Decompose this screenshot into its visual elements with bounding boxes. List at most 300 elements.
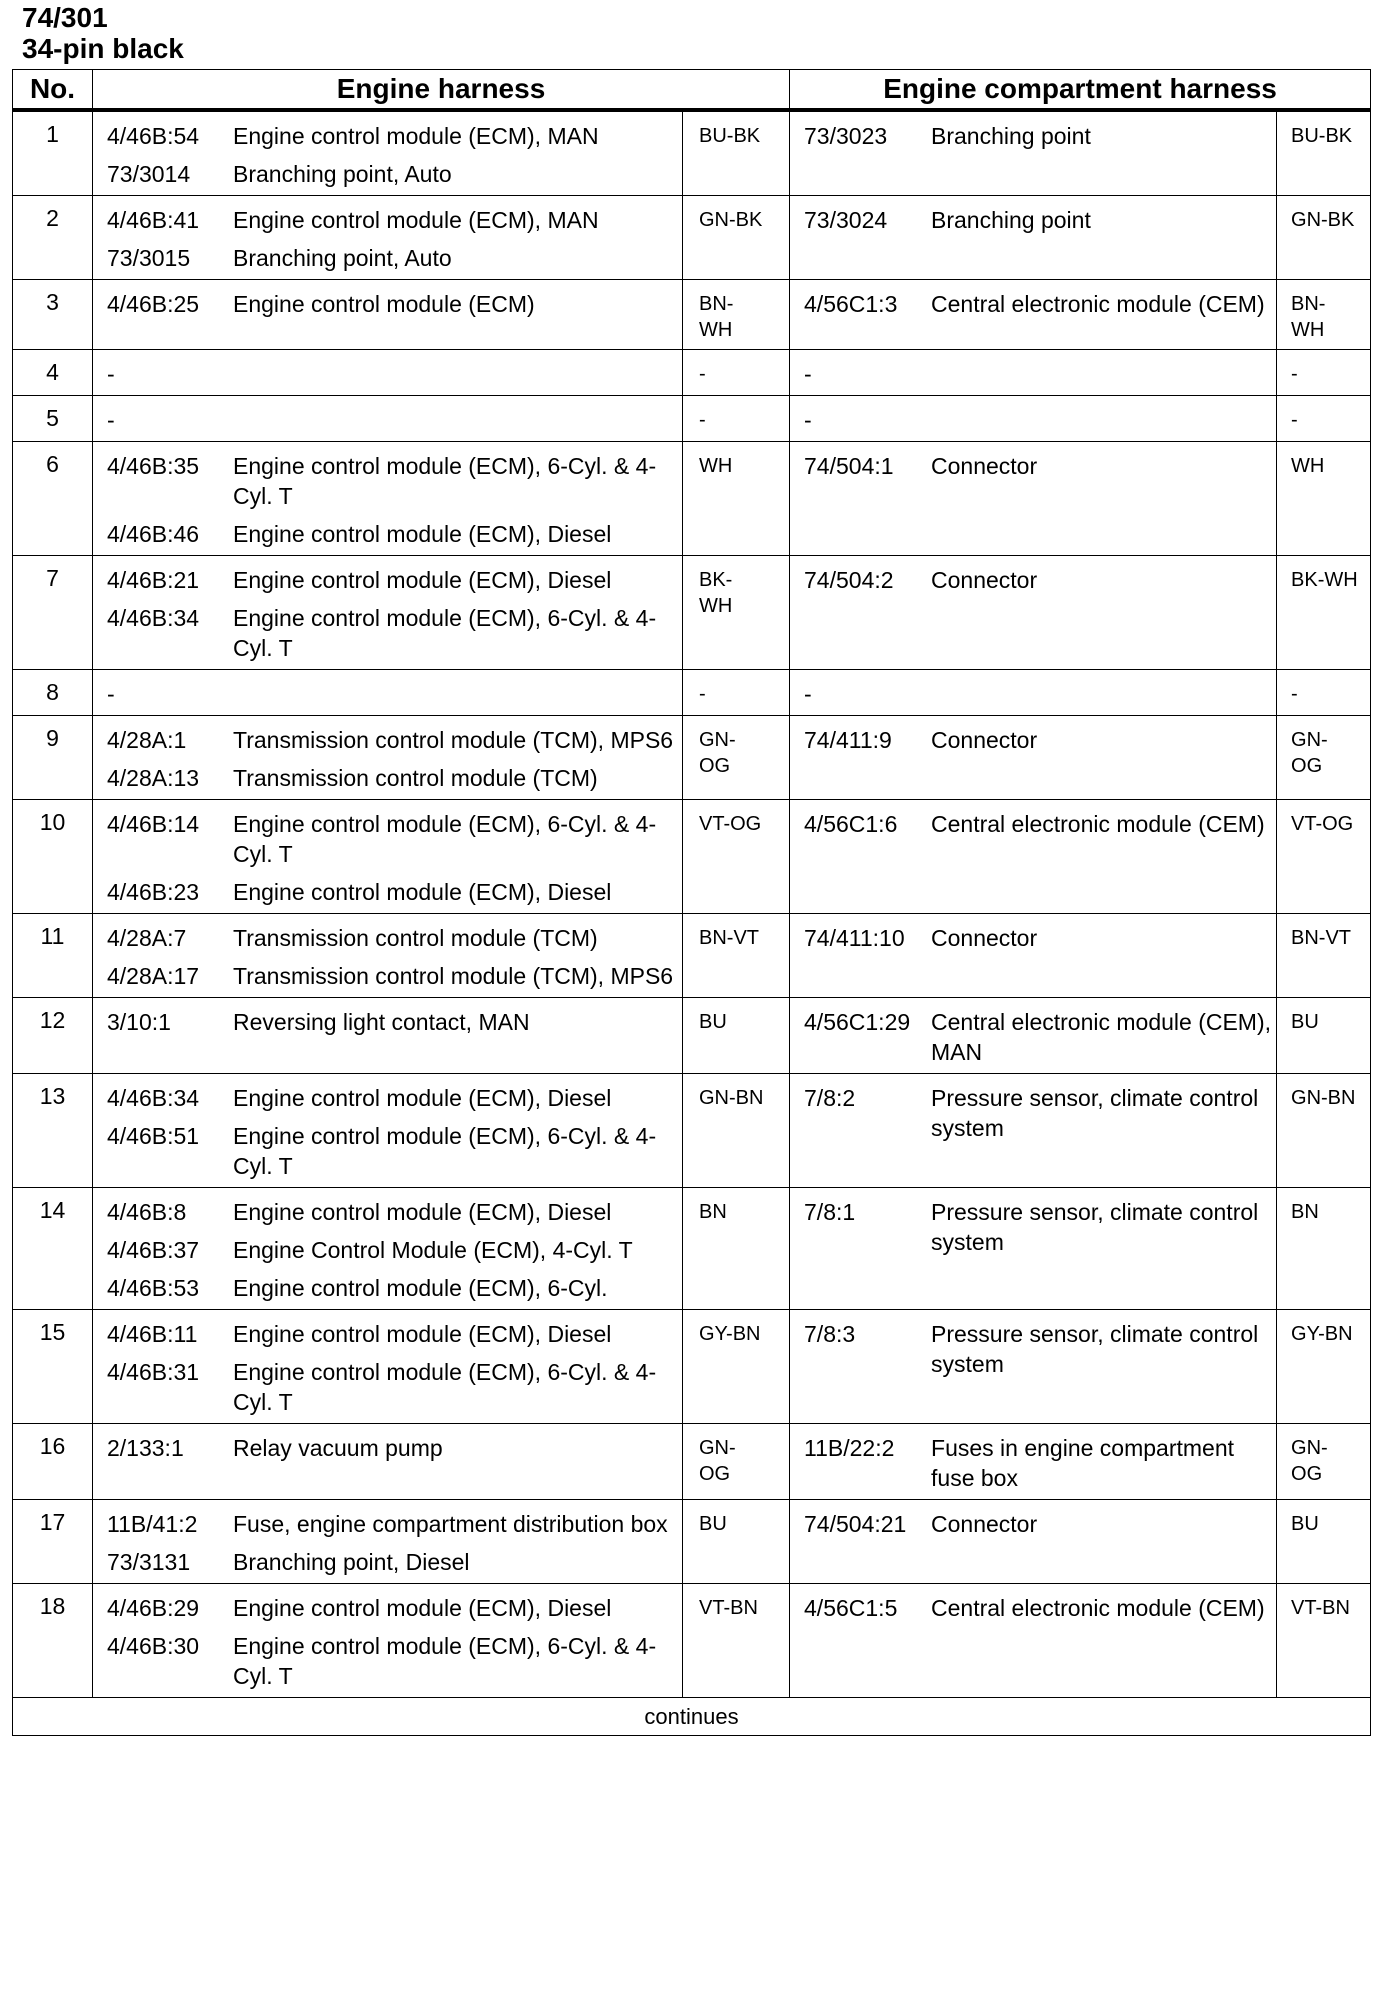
engine-wire-color: VT-BN — [683, 1584, 790, 1698]
compartment-entries — [790, 1074, 1276, 1149]
compartment-entries — [790, 350, 1276, 395]
engine-harness-cell — [93, 998, 683, 1074]
compartment-entries — [790, 998, 1276, 1073]
engine-entry — [93, 1188, 682, 1233]
engine-code: 2/133:1 — [107, 1435, 184, 1461]
header-no: No. — [13, 70, 93, 111]
compartment-wire-color: GY-BN — [1277, 1310, 1371, 1424]
compartment-harness-cell — [790, 556, 1277, 670]
engine-entries — [93, 280, 682, 325]
engine-description — [233, 350, 682, 395]
compartment-entries — [790, 914, 1276, 959]
compartment-code: 4/56C1:29 — [804, 1009, 911, 1035]
compartment-code: 74/504:1 — [804, 453, 894, 479]
engine-code: - — [107, 361, 115, 387]
compartment-wire-color: VT-BN — [1277, 1584, 1371, 1698]
compartment-harness-cell — [790, 110, 1277, 196]
engine-wire-color: BU — [683, 1500, 790, 1584]
engine-description: Engine control module (ECM), MAN — [233, 207, 599, 233]
compartment-description: Connector — [931, 727, 1038, 753]
table-row — [13, 1500, 1371, 1584]
engine-harness-cell — [93, 1310, 683, 1424]
engine-wire-color: - — [683, 670, 790, 716]
pin-number: 15 — [13, 1310, 93, 1424]
engine-code: 4/28A:17 — [107, 963, 200, 989]
engine-wire-color: BN — [683, 1188, 790, 1310]
engine-entries — [93, 1584, 682, 1697]
pin-number: 18 — [13, 1584, 93, 1698]
engine-entry — [93, 280, 682, 325]
continues-note: continues — [13, 1698, 1371, 1736]
engine-entry — [93, 442, 682, 517]
table-row — [13, 1188, 1371, 1310]
compartment-description: Connector — [931, 567, 1038, 593]
compartment-harness-cell — [790, 196, 1277, 280]
engine-harness-cell — [93, 396, 683, 442]
table-row — [13, 670, 1371, 716]
engine-description: Engine control module (ECM), 6-Cyl. & 4-Cyl. T — [233, 1633, 657, 1689]
compartment-harness-cell — [790, 1310, 1277, 1424]
engine-code: 4/46B:34 — [107, 605, 200, 631]
engine-code: 4/46B:25 — [107, 291, 200, 317]
engine-entry — [93, 1119, 682, 1187]
compartment-code: 11B/22:2 — [804, 1435, 895, 1461]
compartment-description — [931, 670, 1276, 715]
connector-description: 34-pin black — [22, 33, 184, 64]
engine-description: Engine control module (ECM), Diesel — [233, 1199, 612, 1225]
engine-code: - — [107, 681, 115, 707]
engine-code: 4/46B:30 — [107, 1633, 200, 1659]
compartment-wire-color: BN — [1277, 1188, 1371, 1310]
compartment-description: Pressure sensor, climate control system — [931, 1199, 1259, 1255]
engine-wire-color: VT-OG — [683, 800, 790, 914]
compartment-harness-cell — [790, 442, 1277, 556]
engine-code: 4/46B:35 — [107, 453, 200, 479]
engine-description: Engine control module (ECM), 6-Cyl. & 4-Cyl. T — [233, 453, 657, 509]
compartment-entries — [790, 1500, 1276, 1545]
engine-harness-cell — [93, 556, 683, 670]
engine-entry — [93, 1355, 682, 1423]
compartment-entry — [790, 998, 1276, 1073]
compartment-entry — [790, 1500, 1276, 1545]
engine-description: Branching point, Auto — [233, 161, 452, 187]
compartment-description: Central electronic module (CEM) — [931, 1595, 1265, 1621]
pin-number: 10 — [13, 800, 93, 914]
engine-description — [233, 396, 682, 441]
engine-description: Transmission control module (TCM) — [233, 765, 598, 791]
pin-number: 3 — [13, 280, 93, 350]
compartment-entry — [790, 112, 1276, 157]
engine-entries — [93, 112, 682, 195]
engine-entry — [93, 112, 682, 157]
engine-harness-cell — [93, 1500, 683, 1584]
engine-description: Fuse, engine compartment distribution box — [233, 1511, 668, 1537]
engine-harness-cell — [93, 196, 683, 280]
engine-description: Reversing light contact, MAN — [233, 1009, 530, 1035]
compartment-code: 4/56C1:6 — [804, 811, 898, 837]
compartment-wire-color: - — [1277, 396, 1371, 442]
compartment-entries — [790, 800, 1276, 845]
engine-entry — [93, 517, 682, 555]
engine-code: 4/46B:37 — [107, 1237, 200, 1263]
engine-description: Transmission control module (TCM), MPS6 — [233, 727, 674, 753]
engine-entry — [93, 196, 682, 241]
engine-description: Engine control module (ECM), 6-Cyl. & 4-Cyl. T — [233, 605, 657, 661]
engine-code: 4/28A:7 — [107, 925, 187, 951]
table-row — [13, 800, 1371, 914]
engine-code: 73/3015 — [107, 245, 191, 271]
compartment-harness-cell — [790, 998, 1277, 1074]
engine-code: 4/46B:34 — [107, 1085, 200, 1111]
engine-description: Engine control module (ECM), 6-Cyl. & 4-Cyl. T — [233, 1123, 657, 1179]
engine-wire-color: GN- OG — [683, 716, 790, 800]
compartment-description: Branching point — [931, 207, 1091, 233]
compartment-wire-color: GN-BN — [1277, 1074, 1371, 1188]
engine-harness-cell — [93, 110, 683, 196]
table-row — [13, 1584, 1371, 1698]
engine-wire-color: BN-VT — [683, 914, 790, 998]
engine-entry — [93, 914, 682, 959]
pin-number: 16 — [13, 1424, 93, 1500]
compartment-entry — [790, 800, 1276, 845]
table-row — [13, 396, 1371, 442]
engine-harness-cell — [93, 1424, 683, 1500]
compartment-description: Pressure sensor, climate control system — [931, 1085, 1259, 1141]
compartment-wire-color: BK-WH — [1277, 556, 1371, 670]
compartment-wire-color: WH — [1277, 442, 1371, 556]
compartment-wire-color: GN- OG — [1277, 1424, 1371, 1500]
compartment-harness-cell — [790, 1424, 1277, 1500]
engine-entry — [93, 800, 682, 875]
compartment-harness-cell — [790, 350, 1277, 396]
engine-description — [233, 670, 682, 715]
compartment-code: 7/8:2 — [804, 1085, 856, 1111]
compartment-description — [931, 350, 1276, 395]
compartment-code: - — [804, 681, 812, 707]
engine-entry — [93, 157, 682, 195]
compartment-entries — [790, 556, 1276, 601]
engine-code: 4/46B:53 — [107, 1275, 200, 1301]
engine-code: 11B/41:2 — [107, 1511, 198, 1537]
engine-code: 4/46B:41 — [107, 207, 200, 233]
compartment-wire-color: BU — [1277, 1500, 1371, 1584]
compartment-code: 74/411:9 — [804, 727, 892, 753]
compartment-wire-color: BN-VT — [1277, 914, 1371, 998]
compartment-description: Central electronic module (CEM), MAN — [931, 1009, 1272, 1065]
engine-description: Engine control module (ECM), Diesel — [233, 1321, 612, 1347]
compartment-description: Central electronic module (CEM) — [931, 811, 1265, 837]
connector-code: 74/301 — [22, 2, 108, 33]
engine-harness-cell — [93, 716, 683, 800]
compartment-description: Connector — [931, 453, 1038, 479]
engine-code: 4/46B:11 — [107, 1321, 198, 1347]
compartment-entry — [790, 716, 1276, 761]
engine-wire-color: BN- WH — [683, 280, 790, 350]
engine-description: Engine control module (ECM), Diesel — [233, 879, 612, 905]
compartment-code: 74/504:21 — [804, 1511, 907, 1537]
engine-description: Engine control module (ECM), Diesel — [233, 1595, 612, 1621]
engine-description: Engine control module (ECM), Diesel — [233, 521, 612, 547]
compartment-description: Pressure sensor, climate control system — [931, 1321, 1259, 1377]
pin-number: 1 — [13, 110, 93, 196]
engine-entry — [93, 959, 682, 997]
engine-description: Relay vacuum pump — [233, 1435, 443, 1461]
table-row — [13, 1074, 1371, 1188]
engine-description: Engine control module (ECM), Diesel — [233, 567, 612, 593]
engine-code: 4/28A:13 — [107, 765, 200, 791]
engine-harness-cell — [93, 1074, 683, 1188]
engine-harness-cell — [93, 1584, 683, 1698]
engine-entries — [93, 716, 682, 799]
engine-entries — [93, 350, 682, 395]
compartment-code: - — [804, 361, 812, 387]
compartment-code: 73/3023 — [804, 123, 888, 149]
engine-entry — [93, 761, 682, 799]
engine-code: 4/46B:8 — [107, 1199, 187, 1225]
engine-description: Transmission control module (TCM) — [233, 925, 598, 951]
compartment-entries — [790, 670, 1276, 715]
compartment-entries — [790, 196, 1276, 241]
engine-entry — [93, 1500, 682, 1545]
table-row — [13, 1310, 1371, 1424]
compartment-wire-color: BN- WH — [1277, 280, 1371, 350]
pin-number: 2 — [13, 196, 93, 280]
compartment-entries — [790, 280, 1276, 325]
engine-description: Branching point, Diesel — [233, 1549, 470, 1575]
compartment-entries — [790, 1310, 1276, 1385]
compartment-entry — [790, 1424, 1276, 1499]
compartment-entry — [790, 1188, 1276, 1263]
header-engine-harness: Engine harness — [93, 70, 790, 111]
compartment-harness-cell — [790, 1584, 1277, 1698]
engine-harness-cell — [93, 442, 683, 556]
compartment-code: 74/411:10 — [804, 925, 905, 951]
compartment-harness-cell — [790, 280, 1277, 350]
engine-code: 4/46B:23 — [107, 879, 200, 905]
header-compartment-harness: Engine compartment harness — [790, 70, 1371, 111]
engine-harness-cell — [93, 670, 683, 716]
engine-code: 4/46B:21 — [107, 567, 200, 593]
engine-description: Engine control module (ECM), MAN — [233, 123, 599, 149]
table-row — [13, 350, 1371, 396]
engine-code: 4/46B:46 — [107, 521, 200, 547]
engine-code: - — [107, 407, 115, 433]
table-row — [13, 716, 1371, 800]
engine-description: Engine Control Module (ECM), 4-Cyl. T — [233, 1237, 633, 1263]
engine-description: Engine control module (ECM), 6-Cyl. — [233, 1275, 608, 1301]
engine-entry — [93, 1424, 682, 1469]
pin-number: 6 — [13, 442, 93, 556]
engine-wire-color: GN-BK — [683, 196, 790, 280]
compartment-harness-cell — [790, 914, 1277, 998]
compartment-description: Connector — [931, 1511, 1038, 1537]
engine-entry — [93, 998, 682, 1043]
compartment-description — [931, 396, 1276, 441]
engine-entry — [93, 1271, 682, 1309]
engine-entry — [93, 670, 682, 715]
engine-code: 4/46B:14 — [107, 811, 200, 837]
engine-code: 4/28A:1 — [107, 727, 187, 753]
page-header — [22, 2, 184, 64]
table-body — [13, 110, 1371, 1698]
engine-wire-color: GN- OG — [683, 1424, 790, 1500]
footer-row — [13, 1698, 1371, 1736]
engine-entry — [93, 1233, 682, 1271]
table-row — [13, 196, 1371, 280]
engine-entries — [93, 800, 682, 913]
engine-wire-color: - — [683, 396, 790, 442]
compartment-wire-color: VT-OG — [1277, 800, 1371, 914]
engine-wire-color: GY-BN — [683, 1310, 790, 1424]
pin-number: 7 — [13, 556, 93, 670]
compartment-harness-cell — [790, 396, 1277, 442]
compartment-harness-cell — [790, 716, 1277, 800]
engine-description: Engine control module (ECM), Diesel — [233, 1085, 612, 1111]
engine-entries — [93, 998, 682, 1043]
engine-entries — [93, 556, 682, 669]
engine-entries — [93, 1500, 682, 1583]
engine-wire-color: GN-BN — [683, 1074, 790, 1188]
compartment-entry — [790, 1584, 1276, 1629]
compartment-code: 4/56C1:5 — [804, 1595, 898, 1621]
compartment-entry — [790, 556, 1276, 601]
engine-entry — [93, 241, 682, 279]
table-row — [13, 280, 1371, 350]
compartment-entry — [790, 914, 1276, 959]
engine-code: 4/46B:29 — [107, 1595, 200, 1621]
engine-description: Transmission control module (TCM), MPS6 — [233, 963, 674, 989]
compartment-entries — [790, 716, 1276, 761]
pin-number: 11 — [13, 914, 93, 998]
engine-harness-cell — [93, 914, 683, 998]
engine-wire-color: BU — [683, 998, 790, 1074]
pin-number: 14 — [13, 1188, 93, 1310]
compartment-harness-cell — [790, 670, 1277, 716]
engine-harness-cell — [93, 280, 683, 350]
compartment-harness-cell — [790, 1500, 1277, 1584]
engine-entries — [93, 196, 682, 279]
compartment-wire-color: GN-BK — [1277, 196, 1371, 280]
compartment-code: 4/56C1:3 — [804, 291, 898, 317]
table-row — [13, 110, 1371, 196]
pin-number: 8 — [13, 670, 93, 716]
compartment-wire-color: - — [1277, 350, 1371, 396]
engine-entry — [93, 556, 682, 601]
compartment-entry — [790, 280, 1276, 325]
compartment-wire-color: GN- OG — [1277, 716, 1371, 800]
compartment-harness-cell — [790, 1074, 1277, 1188]
compartment-entries — [790, 112, 1276, 157]
pinout-table — [12, 69, 1371, 1736]
pin-number: 9 — [13, 716, 93, 800]
engine-entries — [93, 670, 682, 715]
compartment-entries — [790, 1584, 1276, 1629]
compartment-description: Central electronic module (CEM) — [931, 291, 1265, 317]
engine-entries — [93, 396, 682, 441]
compartment-description: Fuses in engine compartment fuse box — [931, 1435, 1235, 1491]
engine-entries — [93, 1188, 682, 1309]
engine-code: 4/46B:51 — [107, 1123, 200, 1149]
compartment-code: 73/3024 — [804, 207, 888, 233]
table-row — [13, 556, 1371, 670]
engine-entries — [93, 442, 682, 555]
engine-entry — [93, 875, 682, 913]
engine-harness-cell — [93, 350, 683, 396]
compartment-entry — [790, 442, 1276, 487]
compartment-wire-color: BU — [1277, 998, 1371, 1074]
engine-entry — [93, 1629, 682, 1697]
pin-number: 5 — [13, 396, 93, 442]
compartment-entries — [790, 1424, 1276, 1499]
engine-entry — [93, 1310, 682, 1355]
compartment-code: 74/504:2 — [804, 567, 894, 593]
compartment-entry — [790, 670, 1276, 715]
engine-entry — [93, 1074, 682, 1119]
engine-entries — [93, 1424, 682, 1469]
pin-number: 4 — [13, 350, 93, 396]
engine-wire-color: BU-BK — [683, 110, 790, 196]
compartment-entries — [790, 442, 1276, 487]
compartment-entry — [790, 396, 1276, 441]
pin-number: 17 — [13, 1500, 93, 1584]
engine-entry — [93, 396, 682, 441]
engine-entry — [93, 1545, 682, 1583]
engine-wire-color: - — [683, 350, 790, 396]
engine-description: Engine control module (ECM), 6-Cyl. & 4-Cyl. T — [233, 811, 657, 867]
engine-code: 4/46B:54 — [107, 123, 200, 149]
engine-entries — [93, 1310, 682, 1423]
compartment-description: Connector — [931, 925, 1038, 951]
compartment-code: 7/8:1 — [804, 1199, 856, 1225]
engine-code: 73/3014 — [107, 161, 191, 187]
engine-code: 3/10:1 — [107, 1009, 171, 1035]
engine-harness-cell — [93, 800, 683, 914]
compartment-wire-color: - — [1277, 670, 1371, 716]
engine-description: Engine control module (ECM), 6-Cyl. & 4-Cyl. T — [233, 1359, 657, 1415]
compartment-wire-color: BU-BK — [1277, 110, 1371, 196]
pin-number: 13 — [13, 1074, 93, 1188]
table-row — [13, 1424, 1371, 1500]
engine-entries — [93, 1074, 682, 1187]
engine-code: 73/3131 — [107, 1549, 191, 1575]
engine-description: Branching point, Auto — [233, 245, 452, 271]
table-row — [13, 914, 1371, 998]
compartment-entries — [790, 1188, 1276, 1263]
engine-entry — [93, 716, 682, 761]
engine-wire-color: BK- WH — [683, 556, 790, 670]
engine-entries — [93, 914, 682, 997]
compartment-harness-cell — [790, 800, 1277, 914]
table-header-row — [13, 70, 1371, 111]
table-row — [13, 998, 1371, 1074]
engine-description: Engine control module (ECM) — [233, 291, 535, 317]
engine-entry — [93, 601, 682, 669]
compartment-harness-cell — [790, 1188, 1277, 1310]
table-row — [13, 442, 1371, 556]
engine-wire-color: WH — [683, 442, 790, 556]
compartment-code: - — [804, 407, 812, 433]
engine-entry — [93, 1584, 682, 1629]
engine-harness-cell — [93, 1188, 683, 1310]
engine-code: 4/46B:31 — [107, 1359, 200, 1385]
compartment-entry — [790, 1074, 1276, 1149]
compartment-entries — [790, 396, 1276, 441]
compartment-description: Branching point — [931, 123, 1091, 149]
pin-number: 12 — [13, 998, 93, 1074]
compartment-entry — [790, 196, 1276, 241]
compartment-entry — [790, 350, 1276, 395]
compartment-entry — [790, 1310, 1276, 1385]
